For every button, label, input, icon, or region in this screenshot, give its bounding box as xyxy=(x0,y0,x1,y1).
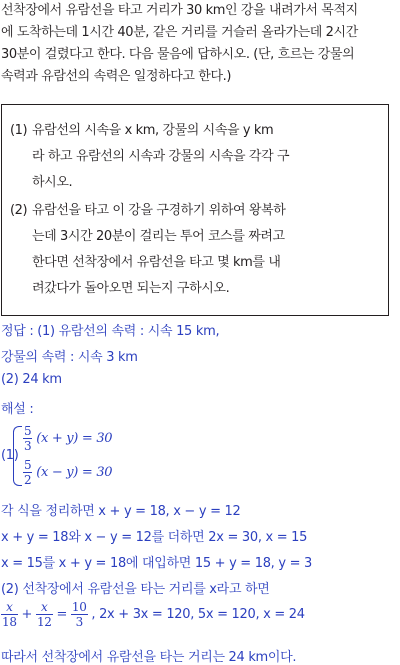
answer-line: x = 15를 x + y = 18에 대입하면 15 + y = 18, y = 3 xyxy=(1,556,312,571)
answer-line: (2) 24 km xyxy=(1,372,62,387)
question-line: 려갔다가 돌아오면 되는지 구하시오. xyxy=(32,281,230,296)
question-line: 한다면 선착장에서 유람선을 타고 몇 km를 내 xyxy=(32,255,281,270)
answer-line: (2) 선착장에서 유람선을 타는 거리를 x라고 하면 xyxy=(1,582,270,597)
conclusion-line: 따라서 선착장에서 유람선을 타는 거리는 24 km이다. xyxy=(1,650,297,665)
problem-line: 선착장에서 유람선을 타고 거리가 30 km인 강을 내려가서 목적지 xyxy=(1,3,358,18)
equation-2: $\frac{5}{2}$ (x − y) = 30 xyxy=(24,458,113,487)
equation-1: $\frac{5}{3}$ (x + y) = 30 xyxy=(24,424,113,453)
question-line: 유람선을 타고 이 강을 구경하기 위하여 왕복하 xyxy=(32,203,286,218)
question-number: (1) xyxy=(10,123,28,138)
system-brace xyxy=(13,426,22,486)
system-label: (1) xyxy=(1,448,19,463)
fraction-equation: $\frac{x}{18}$ + $\frac{x}{12}$ = $\frac{10}{3}$ , 2x + 3x = 120, 5x = 120, x = 24 xyxy=(2,600,305,629)
question-2 xyxy=(10,198,386,302)
explanation-label: 해설 : xyxy=(1,402,34,417)
question-line: 는데 3시간 20분이 걸리는 투어 코스를 짜려고 xyxy=(32,229,285,244)
question-1 xyxy=(10,118,386,196)
answer-line: x + y = 18와 x − y = 12를 더하면 2x = 30, x = 15 xyxy=(1,530,308,545)
question-line: 유람선의 시속을 x km, 강물의 시속을 y km xyxy=(32,123,274,138)
answer-line: 각 식을 정리하면 x + y = 18, x − y = 12 xyxy=(1,504,241,519)
question-number: (2) xyxy=(10,203,28,218)
problem-line: 에 도착하는데 1시간 40분, 같은 거리를 거슬러 올라가는데 2시간 xyxy=(1,25,358,40)
answer-line: 정답 : (1) 유람선의 속력 : 시속 15 km, xyxy=(1,324,220,339)
question-line: 하시오. xyxy=(32,175,73,190)
answer-line: 강물의 속력 : 시속 3 km xyxy=(1,350,138,365)
problem-line: 30분이 걸렸다고 한다. 다음 물음에 답하시오. (단, 흐르는 강물의 xyxy=(1,47,355,62)
problem-line: 속력과 유람선의 속력은 일정하다고 한다.) xyxy=(1,69,232,84)
problem-statement xyxy=(1,0,400,88)
question-line: 라 하고 유람선의 시속과 강물의 시속을 각각 구 xyxy=(32,149,290,164)
questions-box xyxy=(1,104,389,316)
